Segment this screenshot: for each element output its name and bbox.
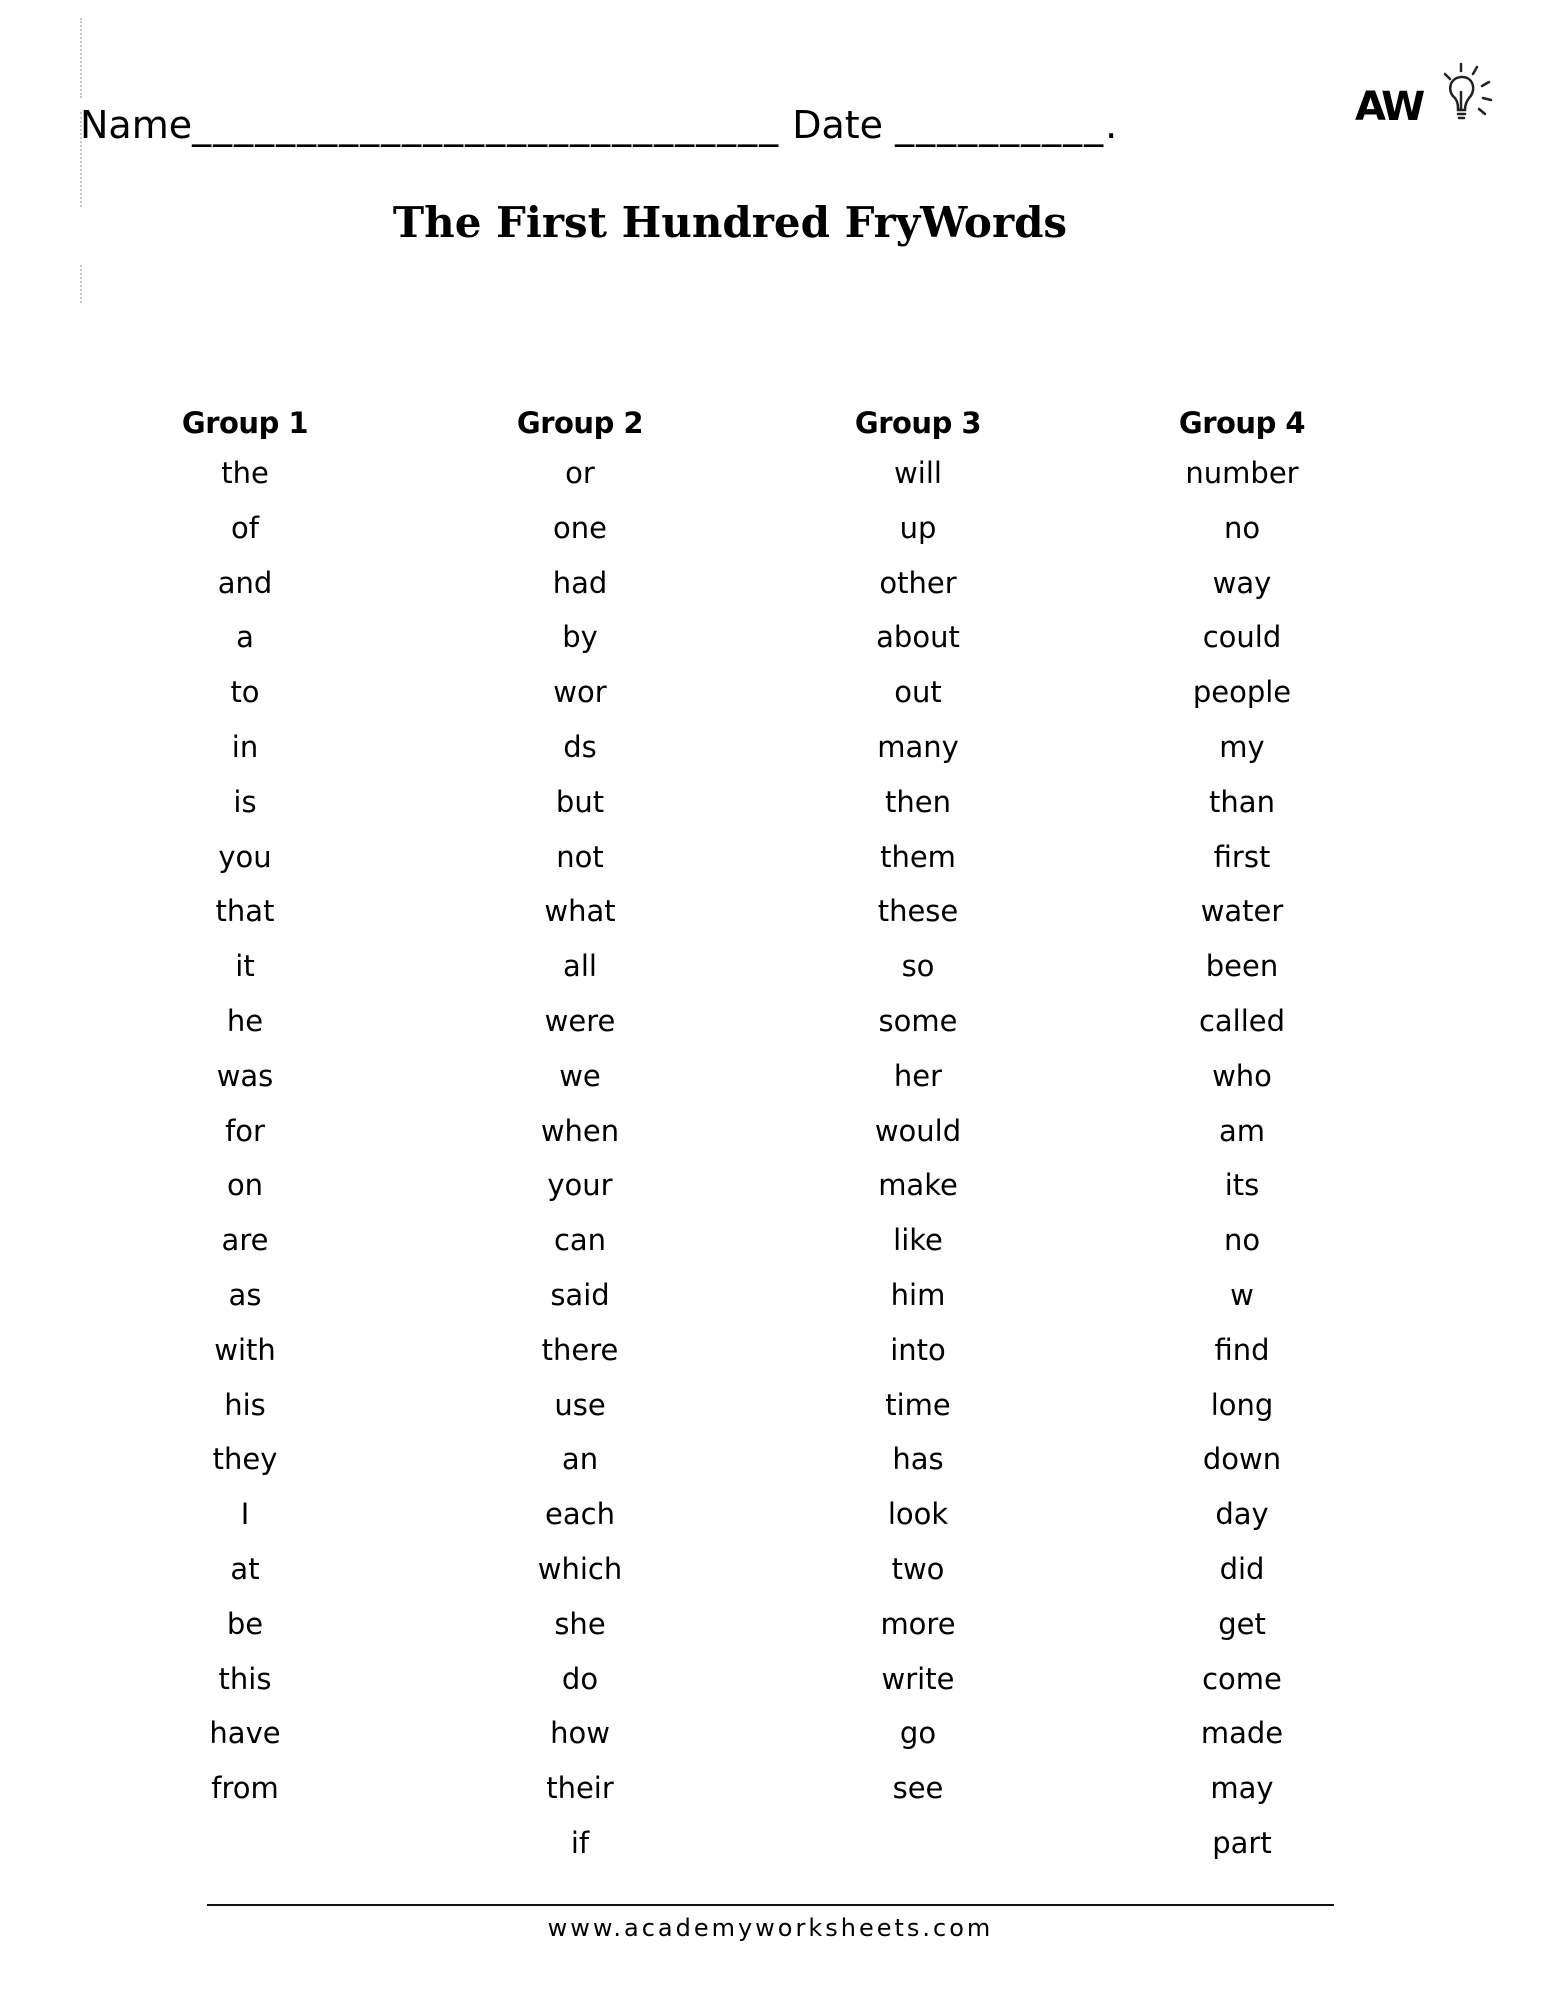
- word: no: [1223, 510, 1261, 545]
- word-group-2: [430, 400, 730, 1871]
- word: are: [221, 1223, 269, 1258]
- word: at: [230, 1551, 260, 1586]
- word: when: [540, 1113, 620, 1148]
- word: look: [887, 1497, 949, 1532]
- word: called: [1198, 1003, 1286, 1038]
- word: him: [890, 1277, 946, 1312]
- word: that: [215, 894, 275, 929]
- word: and: [217, 565, 273, 600]
- word: my: [1219, 729, 1265, 764]
- word: can: [553, 1223, 607, 1258]
- word: to: [230, 675, 260, 710]
- word: so: [901, 949, 935, 984]
- name-field[interactable]: ____________________________: [192, 103, 781, 147]
- word: has: [892, 1442, 944, 1477]
- word: from: [211, 1771, 279, 1806]
- word: make: [878, 1168, 958, 1203]
- word: for: [225, 1113, 265, 1148]
- word: go: [899, 1716, 937, 1751]
- word: with: [214, 1332, 276, 1367]
- word: time: [885, 1387, 951, 1422]
- word: more: [880, 1606, 956, 1641]
- word: part: [1212, 1825, 1272, 1860]
- word: them: [880, 839, 956, 874]
- word: number: [1185, 456, 1299, 490]
- word: as: [228, 1277, 262, 1312]
- word: a: [236, 620, 254, 655]
- word: find: [1214, 1332, 1270, 1367]
- word: your: [547, 1168, 613, 1203]
- footer-divider: [207, 1904, 1334, 1906]
- word: were: [544, 1003, 616, 1038]
- word: these: [877, 894, 959, 929]
- group-heading: Group 1: [181, 406, 309, 440]
- word-group-4: [1092, 400, 1392, 1871]
- word: of: [231, 510, 259, 545]
- word: be: [226, 1606, 264, 1641]
- word-group-1: [95, 400, 395, 1816]
- word: do: [561, 1661, 599, 1696]
- word: on: [226, 1168, 264, 1203]
- word: this: [218, 1661, 272, 1696]
- word: was: [216, 1058, 274, 1093]
- word: two: [891, 1551, 945, 1586]
- word: the: [221, 456, 269, 490]
- word: some: [878, 1003, 958, 1038]
- word: is: [233, 784, 257, 819]
- word: its: [1224, 1168, 1260, 1203]
- lightbulb-icon: [1433, 62, 1495, 142]
- word: her: [893, 1058, 943, 1093]
- word: but: [555, 784, 605, 819]
- name-date-line: [80, 100, 1119, 150]
- word: may: [1210, 1771, 1274, 1806]
- word: I: [240, 1497, 250, 1532]
- word: no: [1223, 1223, 1261, 1258]
- word: day: [1215, 1497, 1269, 1532]
- word: there: [541, 1332, 619, 1367]
- word: have: [209, 1716, 281, 1751]
- word: they: [212, 1442, 278, 1477]
- word: about: [876, 620, 960, 655]
- word: his: [224, 1387, 266, 1422]
- word: then: [885, 784, 951, 819]
- logo-text: AW: [1355, 84, 1423, 130]
- word: which: [537, 1551, 623, 1586]
- word: what: [544, 894, 616, 929]
- word: or: [565, 456, 595, 490]
- word: other: [879, 565, 957, 600]
- word: get: [1218, 1606, 1266, 1641]
- word: would: [874, 1113, 962, 1148]
- word: w: [1230, 1277, 1254, 1312]
- word: down: [1202, 1442, 1282, 1477]
- word: in: [231, 729, 259, 764]
- margin-tick-marks: [80, 18, 86, 98]
- academy-worksheets-logo: [1355, 62, 1495, 152]
- word: people: [1192, 675, 1292, 710]
- word: out: [894, 675, 942, 710]
- word: said: [550, 1277, 610, 1312]
- word: who: [1212, 1058, 1272, 1093]
- group-heading: Group 2: [516, 406, 644, 440]
- word: made: [1200, 1716, 1284, 1751]
- date-label: Date: [792, 103, 884, 147]
- word: you: [218, 839, 272, 874]
- word-group-3: [768, 400, 1068, 1816]
- word: an: [561, 1442, 599, 1477]
- word: by: [562, 620, 598, 655]
- word: am: [1218, 1113, 1266, 1148]
- group-heading: Group 4: [1178, 406, 1306, 440]
- group-heading: Group 3: [854, 406, 982, 440]
- footer-website-link[interactable]: www.academyworksheets.com: [547, 1914, 994, 1942]
- word: into: [890, 1332, 946, 1367]
- word: wor: [553, 675, 607, 710]
- word: first: [1213, 839, 1271, 874]
- word: if: [570, 1825, 590, 1860]
- word: it: [235, 949, 255, 984]
- word: many: [877, 729, 959, 764]
- word: come: [1202, 1661, 1282, 1696]
- word: will: [894, 456, 942, 490]
- word: long: [1210, 1387, 1274, 1422]
- word: use: [554, 1387, 606, 1422]
- date-field[interactable]: __________.: [895, 103, 1120, 147]
- word: not: [556, 839, 604, 874]
- word: write: [881, 1661, 955, 1696]
- word: we: [559, 1058, 601, 1093]
- word: each: [545, 1497, 615, 1532]
- word: one: [553, 510, 607, 545]
- name-label: Name: [80, 103, 193, 147]
- word: she: [554, 1606, 606, 1641]
- word: did: [1219, 1551, 1265, 1586]
- margin-tick-marks: [80, 265, 86, 303]
- word: see: [892, 1771, 944, 1806]
- word: their: [546, 1771, 614, 1806]
- word: had: [552, 565, 608, 600]
- word: he: [226, 1003, 264, 1038]
- word: up: [899, 510, 937, 545]
- word: way: [1212, 565, 1272, 600]
- word: ds: [563, 729, 597, 764]
- word: all: [563, 949, 597, 984]
- word: been: [1205, 949, 1279, 984]
- word: than: [1209, 784, 1275, 819]
- word: could: [1202, 620, 1282, 655]
- word: how: [550, 1716, 610, 1751]
- page-title: The First Hundred FryWords: [392, 198, 1068, 247]
- word: water: [1200, 894, 1284, 929]
- word: like: [893, 1223, 943, 1258]
